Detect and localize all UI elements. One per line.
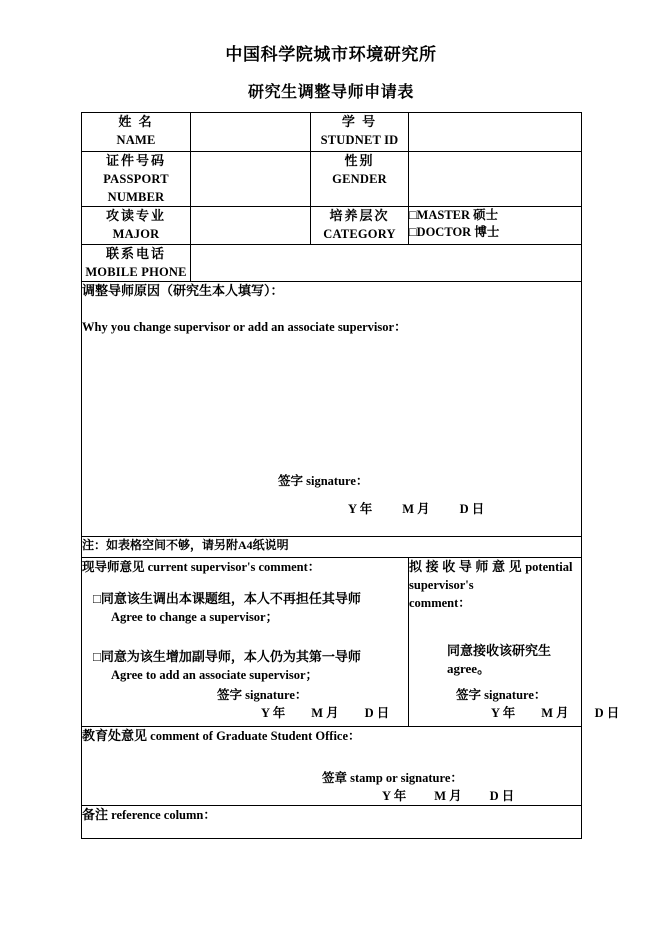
note-row — [82, 537, 582, 558]
office-date-month: M 月 — [434, 789, 462, 803]
label-passport-en-line2: NUMBER — [107, 190, 165, 204]
label-major-en: MAJOR — [112, 227, 160, 241]
label-name — [82, 113, 191, 152]
table-row-passport — [82, 152, 582, 207]
label-student-id-cn: 学 号 — [341, 114, 378, 129]
field-phone-value[interactable] — [191, 245, 582, 282]
label-category-cn: 培养层次 — [329, 208, 390, 223]
potential-supervisor-signature-label: 签字 signature： — [456, 688, 547, 702]
current-supervisor-option-1-en: Agree to change a supervisor； — [111, 610, 279, 624]
current-supervisor-date-day: D 日 — [364, 706, 390, 720]
current-supervisor-option-1[interactable] — [82, 590, 408, 626]
organization-title: 中国科学院城市环境研究所 — [225, 45, 437, 64]
label-phone — [82, 245, 191, 282]
office-heading — [82, 727, 581, 745]
reason-section[interactable] — [82, 282, 582, 537]
field-name-value[interactable] — [191, 113, 311, 152]
label-phone-cn: 联系电话 — [105, 246, 166, 261]
potential-supervisor-heading-line2: comment： — [409, 596, 471, 610]
form-table — [81, 112, 620, 839]
label-gender — [311, 152, 409, 207]
table-row-phone — [82, 245, 582, 282]
field-major-value[interactable] — [191, 207, 311, 245]
potential-supervisor-agree-text: 同意接收该研究生 agree。 — [447, 643, 552, 676]
label-name-en: NAME — [116, 133, 156, 147]
reason-date-line — [82, 500, 581, 518]
label-category — [311, 207, 409, 245]
current-supervisor-heading: 现导师意见 current supervisor's comment： — [82, 560, 321, 574]
reason-signature-label: 签字 signature： — [278, 474, 369, 488]
office-heading-cn: 教育处意见 — [82, 728, 148, 743]
field-gender-value[interactable] — [409, 152, 582, 207]
field-passport-value[interactable] — [191, 152, 311, 207]
label-category-en: CATEGORY — [323, 227, 396, 241]
category-options — [409, 207, 582, 245]
label-student-id — [311, 113, 409, 152]
reason-signature-area — [82, 472, 581, 518]
reason-heading-cn: 调整导师原因（研究生本人填写）： — [82, 283, 284, 298]
remark-label-cn: 备注 — [82, 807, 109, 822]
current-supervisor-signature-area — [89, 686, 401, 722]
office-stamp-label: 签章 stamp or signature： — [322, 771, 463, 785]
table-row-note — [82, 537, 582, 558]
table-row-supervisor-comments — [82, 558, 582, 727]
table-row-reason — [82, 282, 582, 537]
office-date-line — [82, 787, 581, 805]
table-row-remark — [82, 806, 582, 839]
label-gender-en: GENDER — [332, 172, 387, 186]
note-text: 注：如表格空间不够，请另附A4纸说明 — [82, 538, 289, 552]
current-supervisor-date-line — [89, 704, 401, 722]
office-date-day: D 日 — [489, 789, 515, 803]
table-row-name — [82, 113, 582, 152]
potential-supervisor-signature-area — [416, 686, 620, 722]
reason-date-year: Y 年 — [348, 502, 373, 516]
office-date-year: Y 年 — [382, 789, 407, 803]
remark-label-en: reference column： — [111, 808, 216, 822]
table-row-major — [82, 207, 582, 245]
checkbox-doctor[interactable]: □DOCTOR 博士 — [409, 225, 500, 239]
current-supervisor-date-year: Y 年 — [261, 706, 286, 720]
potential-supervisor-heading-en: potential supervisor's — [409, 560, 573, 592]
current-supervisor-date-month: M 月 — [311, 706, 339, 720]
potential-supervisor-date-month: M 月 — [541, 706, 569, 720]
label-passport-cn: 证件号码 — [105, 153, 166, 168]
table-row-office — [82, 727, 582, 806]
form-title: 研究生调整导师申请表 — [247, 84, 414, 101]
potential-supervisor-heading — [409, 558, 581, 594]
potential-supervisor-comment[interactable] — [409, 558, 620, 727]
title-block — [0, 44, 662, 104]
reason-heading-en: Why you change supervisor or add an associate supervisor： — [82, 320, 407, 334]
label-phone-en: MOBILE PHONE — [85, 265, 187, 279]
current-supervisor-option-1-cn[interactable]: □同意该生调出本课题组，本人不再担任其导师 — [93, 591, 361, 606]
current-supervisor-option-2-en: Agree to add an associate supervisor； — [111, 668, 319, 682]
label-passport — [82, 152, 191, 207]
reason-date-month: M 月 — [402, 502, 430, 516]
label-major — [82, 207, 191, 245]
label-passport-en-line1: PASSPORT — [103, 172, 169, 186]
potential-supervisor-date-day: D 日 — [594, 706, 620, 720]
label-gender-cn: 性别 — [344, 153, 375, 168]
label-major-cn: 攻读专业 — [105, 208, 166, 223]
office-section[interactable] — [82, 727, 582, 806]
reason-date-day: D 日 — [459, 502, 485, 516]
remark-section[interactable] — [82, 806, 582, 839]
field-student-id-value[interactable] — [409, 113, 582, 152]
potential-supervisor-date-line — [416, 704, 620, 722]
potential-supervisor-date-year: Y 年 — [491, 706, 516, 720]
checkbox-master[interactable]: □MASTER 硕士 — [409, 208, 499, 222]
label-student-id-en: STUDNET ID — [320, 133, 399, 147]
label-name-cn: 姓 名 — [118, 114, 154, 129]
current-supervisor-signature-label: 签字 signature： — [217, 688, 308, 702]
current-supervisor-comment[interactable] — [82, 558, 409, 727]
current-supervisor-option-2[interactable] — [82, 648, 408, 684]
potential-supervisor-heading-cn: 拟接收导师意见 — [409, 559, 526, 574]
current-supervisor-option-2-cn[interactable]: □同意为该生增加副导师，本人仍为其第一导师 — [93, 649, 361, 664]
office-heading-en: comment of Graduate Student Office： — [150, 729, 361, 743]
remark-label — [82, 806, 581, 824]
